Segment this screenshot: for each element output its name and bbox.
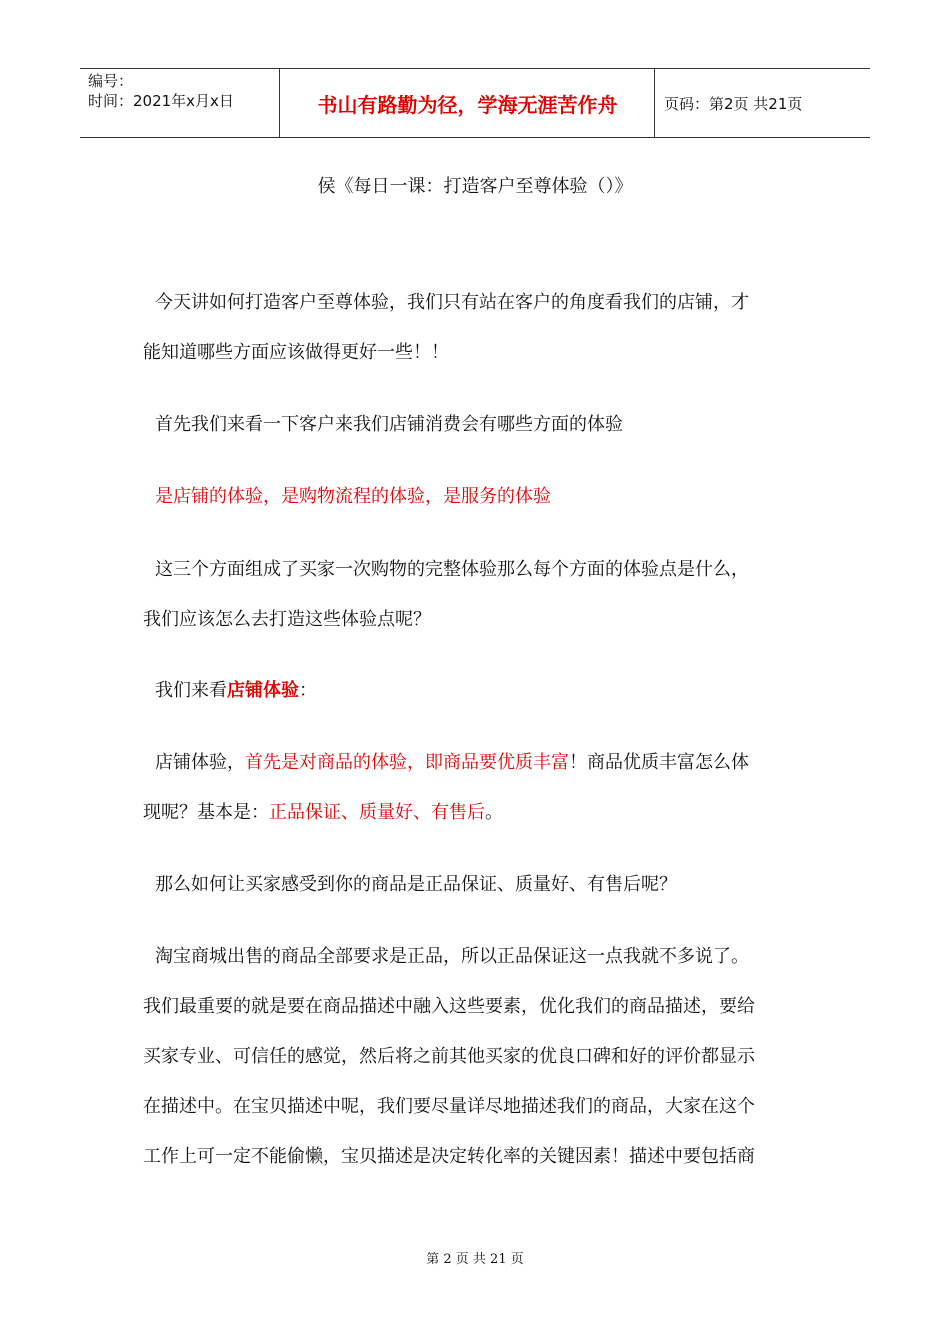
text-line: 在描述中。在宝贝描述中呢，我们要尽量详尽地描述我们的商品，大家在这个 [143,1096,755,1117]
text-line: 首先我们来看一下客户来我们店铺消费会有哪些方面的体验 [155,414,623,435]
text-line: 工作上可一定不能偷懒，宝贝描述是决定转化率的关键因素！描述中要包括商 [143,1146,755,1167]
paragraph-first [143,400,803,450]
text-span: 现呢？基本是： [143,802,269,823]
paragraph-taobao-mall [143,932,803,1182]
text-line: 我们应该怎么去打造这些体验点呢？ [143,609,431,630]
document-title: 侯《每日一课：打造客户至尊体验（）》 [317,176,633,197]
page-footer: 第 2 页 共 21 页 [426,1252,524,1267]
text-span: 那么如何让买家感受到你的商品是 [155,874,425,895]
paragraph-how-to-feel [143,860,803,910]
text-span: ！商品优质丰富怎么体 [569,752,749,773]
text-span: 店铺体验， [155,752,245,773]
text-line: 能知道哪些方面应该做得更好一些！！ [143,342,449,363]
paragraph-three-aspects [143,545,803,645]
text-span: ： [299,680,317,701]
text-line [143,738,803,788]
highlight-text: 正品保证、质量好、有售后 [269,802,485,823]
text-span: 。 [485,802,503,823]
text-line [143,666,803,716]
header-table [80,68,870,138]
text-line: 淘宝商城出售的商品全部要求是正品，所以正品保证这一点我就不多说了。 [155,946,749,967]
header-motto: 书山有路勤为径，学海无涯苦作舟 [281,69,655,137]
highlight-text: 首先是对商品的体验，即商品要优质丰富 [245,752,569,773]
text-line: 这三个方面组成了买家一次购物的完整体验那么每个方面的体验点是什么， [155,559,749,580]
header-page-info: 页码：第2页 共21页 [664,94,803,113]
text-line: 买家专业、可信任的感觉，然后将之前其他买家的优良口碑和好的评价都显示 [143,1046,755,1067]
paragraph-product-quality [143,738,803,838]
time-label: 时间：2021年x月x日 [88,92,234,110]
number-label: 编号： [88,72,134,90]
paragraph-intro [143,278,803,378]
text-line [143,788,803,838]
paragraph-store-experience [143,666,803,716]
text-line: 今天讲如何打造客户至尊体验，我们只有站在客户的角度看我们的店铺，才 [155,292,749,313]
text-line: 是店铺的体验，是购物流程的体验，是服务的体验 [155,486,551,507]
paragraph-three-experiences [143,472,803,522]
text-span: 呢？ [641,874,677,895]
highlight-text: 店铺体验 [227,680,299,701]
text-line: 我们最重要的就是要在商品描述中融入这些要素，优化我们的商品描述，要给 [143,996,755,1017]
text-line [143,860,803,910]
header-meta [80,69,280,137]
emphasis-text: 正品保证、质量好、有售后 [425,874,641,895]
text-span: 我们来看 [155,680,227,701]
